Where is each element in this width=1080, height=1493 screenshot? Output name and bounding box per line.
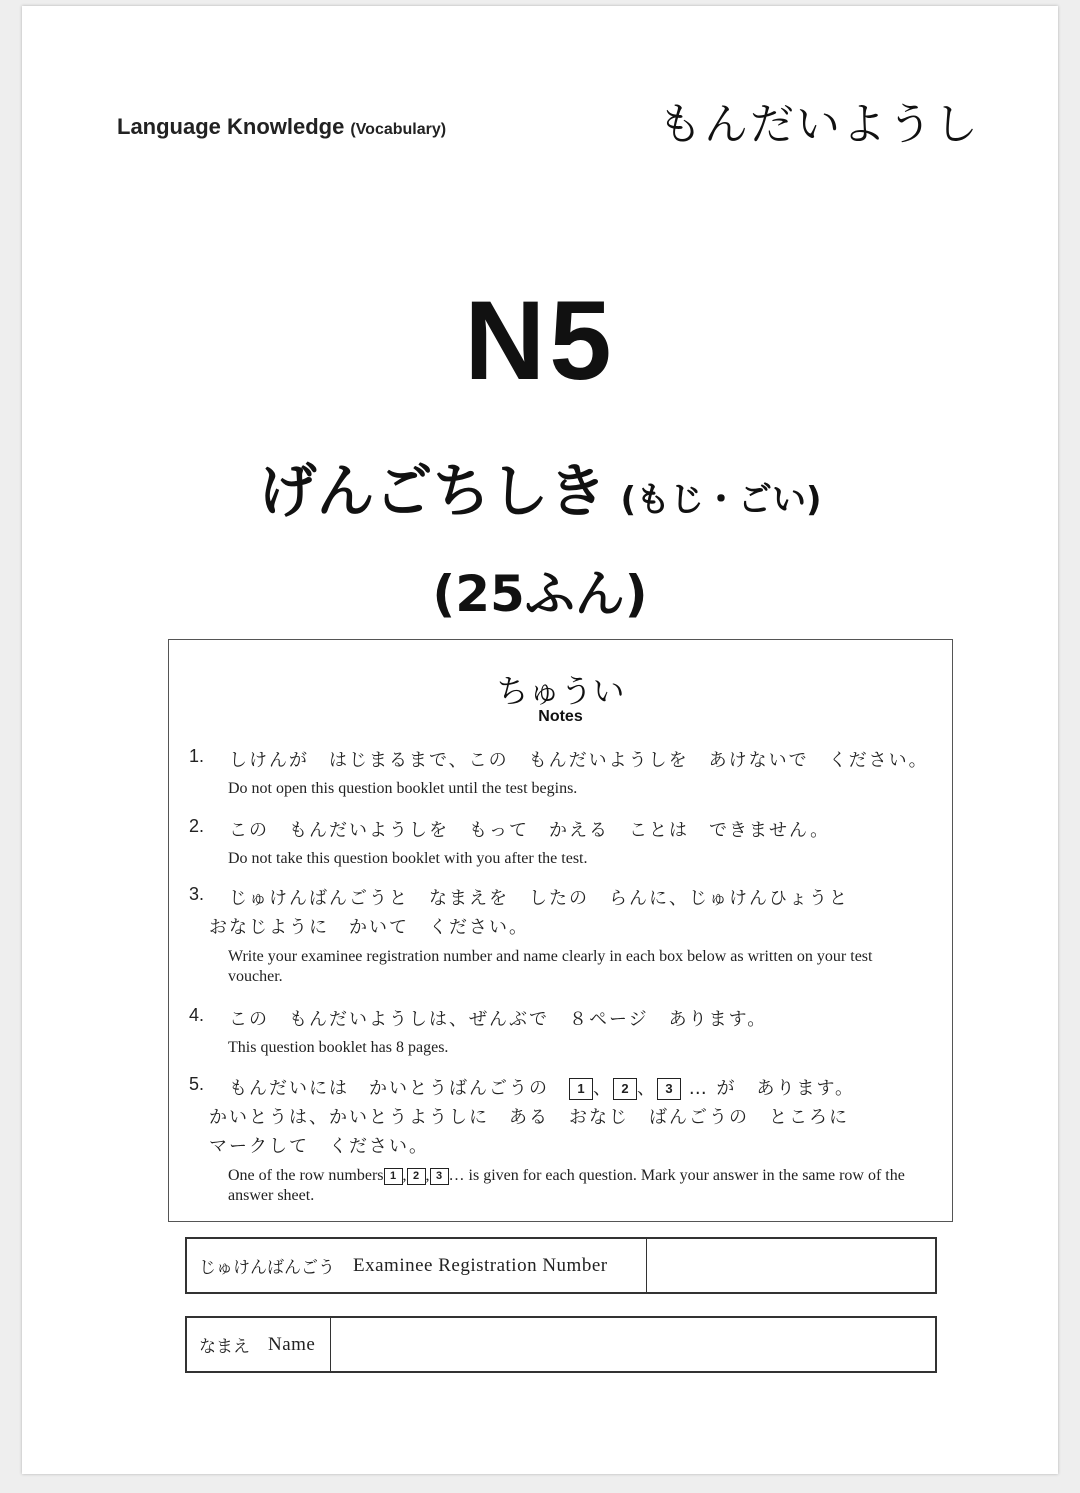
subject-heading — [117, 114, 446, 140]
note-japanese-cont: マークして ください。 — [209, 1136, 429, 1157]
name-label — [187, 1318, 331, 1371]
note-english: Do not take this question booklet with you after the test. — [228, 850, 588, 867]
subject-subtitle: (Vocabulary) — [350, 121, 447, 138]
answer-number-box: 2 — [407, 1168, 426, 1185]
note-english: One of the row numbers 1 , 2 , 3 … is given for each question. Mark your answer in the same row of the answer sheet. — [228, 1167, 905, 1204]
time-limit: (25ふん) — [432, 565, 648, 623]
name-label-jp: なまえ — [199, 1337, 250, 1357]
note-number: 4. — [189, 1005, 205, 1025]
section-heading — [22, 444, 1058, 528]
name-field[interactable] — [185, 1316, 937, 1373]
answer-number-box: 3 — [657, 1078, 681, 1100]
section-subtitle: (もじ・ごい) — [620, 480, 822, 520]
answer-number-box: 2 — [613, 1078, 637, 1100]
note-japanese: この もんだいようしを もって かえる ことは できません。 — [229, 820, 831, 841]
note-number: 1. — [189, 746, 205, 766]
registration-label-jp: じゅけんばんごう — [199, 1258, 335, 1278]
answer-number-box: 3 — [430, 1168, 449, 1185]
answer-number-box: 1 — [569, 1078, 593, 1100]
registration-number-label — [187, 1239, 647, 1292]
note-text-part: One of the row numbers — [228, 1167, 384, 1184]
question-booklet-cover — [22, 6, 1058, 1474]
note-japanese: この もんだいようしは、ぜんぶで ８ページ あります。 — [229, 1009, 768, 1030]
note-number: 3. — [189, 884, 205, 904]
registration-number-input[interactable] — [647, 1239, 935, 1292]
note-japanese-cont: かいとうは、かいとうようしに ある おなじ ばんごうの ところに — [209, 1107, 849, 1128]
notes-title: ちゅうい — [496, 672, 625, 710]
notes-subtitle: Notes — [538, 708, 583, 725]
level-title: N5 — [464, 278, 616, 403]
booklet-label: もんだいようし — [658, 99, 980, 150]
note-english: This question booklet has 8 pages. — [228, 1039, 449, 1056]
name-input[interactable] — [331, 1318, 935, 1371]
note-english: Write your examinee registration number and name clearly in each box below as written on your test voucher. — [228, 948, 873, 985]
note-english: Do not open this question booklet until the test begins. — [228, 780, 578, 797]
note-japanese: じゅけんばんごうと なまえを したの らんに、じゅけんひょうと — [229, 888, 849, 909]
note-japanese: もんだいには かいとうばんごうの 1 、 2 、 3 … が あります。 — [229, 1078, 856, 1099]
section-title: げんごちしき — [258, 457, 607, 525]
registration-label-en: Examinee Registration Number — [353, 1254, 608, 1276]
note-japanese: しけんが はじまるまで、この もんだいようしを あけないで ください。 — [229, 750, 929, 771]
registration-number-field[interactable] — [185, 1237, 937, 1294]
note-text-part: もんだいには かいとうばんごうの — [229, 1078, 549, 1099]
note-number: 5. — [189, 1074, 205, 1094]
note-japanese-cont: おなじように かいて ください。 — [209, 917, 529, 938]
note-text-part: … is given for each question. Mark your answer in the same row of the answer sheet. — [228, 1167, 905, 1204]
name-label-en: Name — [268, 1333, 316, 1355]
subject-title: Language Knowledge — [117, 114, 345, 139]
notes-box — [168, 639, 953, 1222]
answer-number-box: 1 — [384, 1168, 403, 1185]
note-number: 2. — [189, 816, 205, 836]
note-text-part: … が あります。 — [688, 1078, 856, 1099]
